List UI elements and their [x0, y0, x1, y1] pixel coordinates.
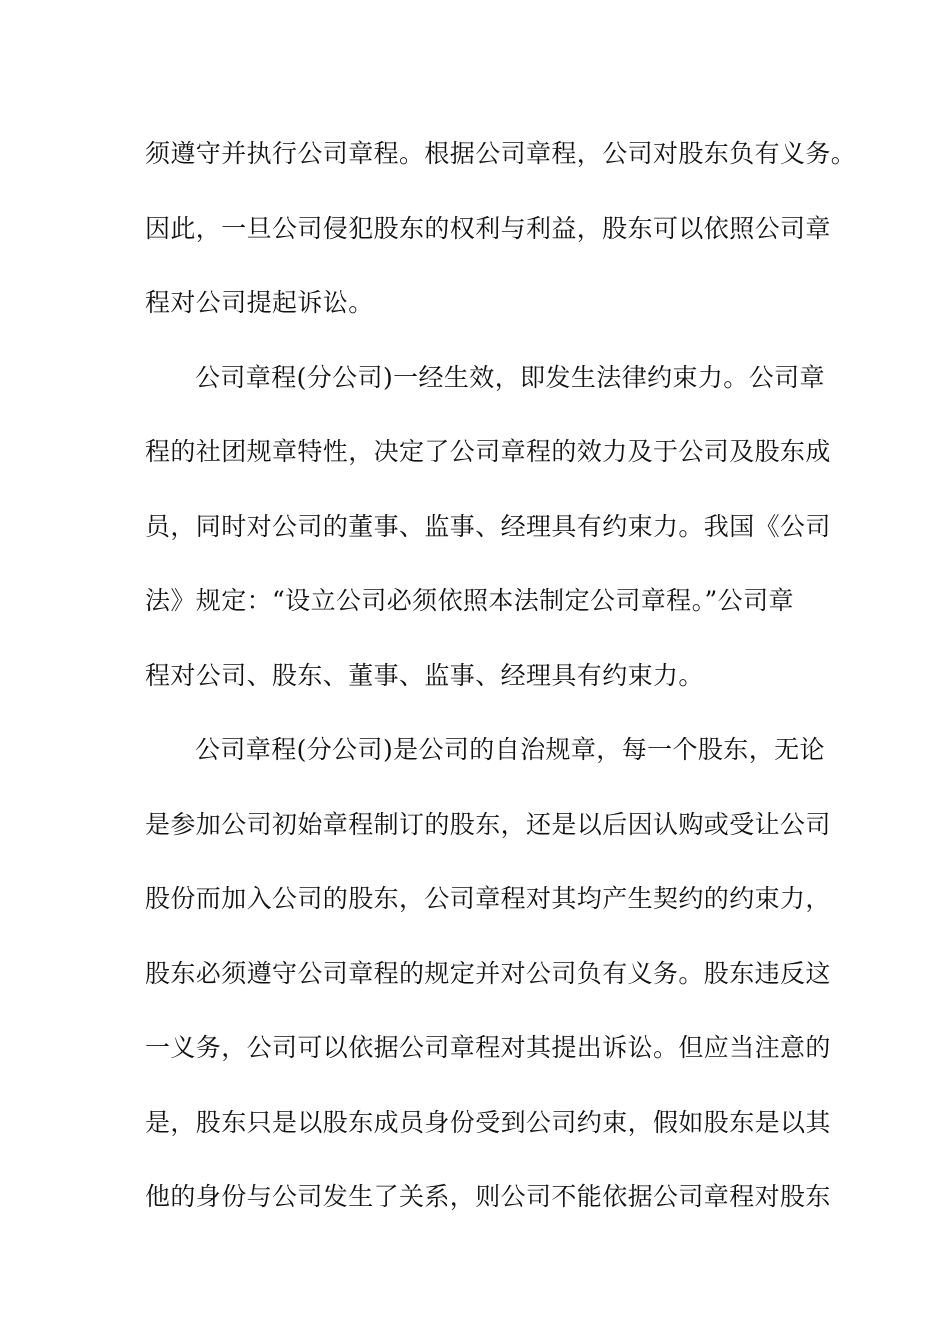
text-line: 股份而加入公司的股东，公司章程对其均产生契约的约束力， [145, 884, 831, 913]
text-line: 股东必须遵守公司章程的规定并对公司负有义务。股东违反这 [145, 958, 831, 988]
text-line: 员，同时对公司的董事、监事、经理具有约束力。我国《公司 [145, 511, 831, 541]
text-line: 须遵守并执行公司章程。根据公司章程，公司对股东负有义务。 [145, 139, 857, 168]
text-line: 是参加公司初始章程制订的股东，还是以后因认购或受让公司 [145, 809, 831, 839]
paragraph-start-line: 公司章程(分公司)是公司的自治规章，每一个股东，无论 [195, 735, 825, 764]
document-body [145, 126, 857, 1244]
paragraph-start-line: 公司章程(分公司)一经生效，即发生法律约束力。公司章 [195, 362, 825, 392]
text-line: 程对公司、股东、董事、监事、经理具有约束力。 [145, 660, 704, 690]
text-line: 法》规定：“设立公司必须依照本法制定公司章程。”公司章 [145, 586, 794, 615]
text-line: 因此，一旦公司侵犯股东的权利与利益，股东可以依照公司章 [145, 213, 831, 243]
text-line: 一义务，公司可以依据公司章程对其提出诉讼。但应当注意的 [145, 1033, 831, 1062]
text-line: 是，股东只是以股东成员身份受到公司约束，假如股东是以其 [145, 1107, 831, 1137]
text-line: 程的社团规章特性，决定了公司章程的效力及于公司及股东成 [145, 437, 831, 466]
text-line: 他的身份与公司发生了关系，则公司不能依据公司章程对股东 [145, 1182, 831, 1211]
text-line: 程对公司提起诉讼。 [145, 288, 374, 317]
